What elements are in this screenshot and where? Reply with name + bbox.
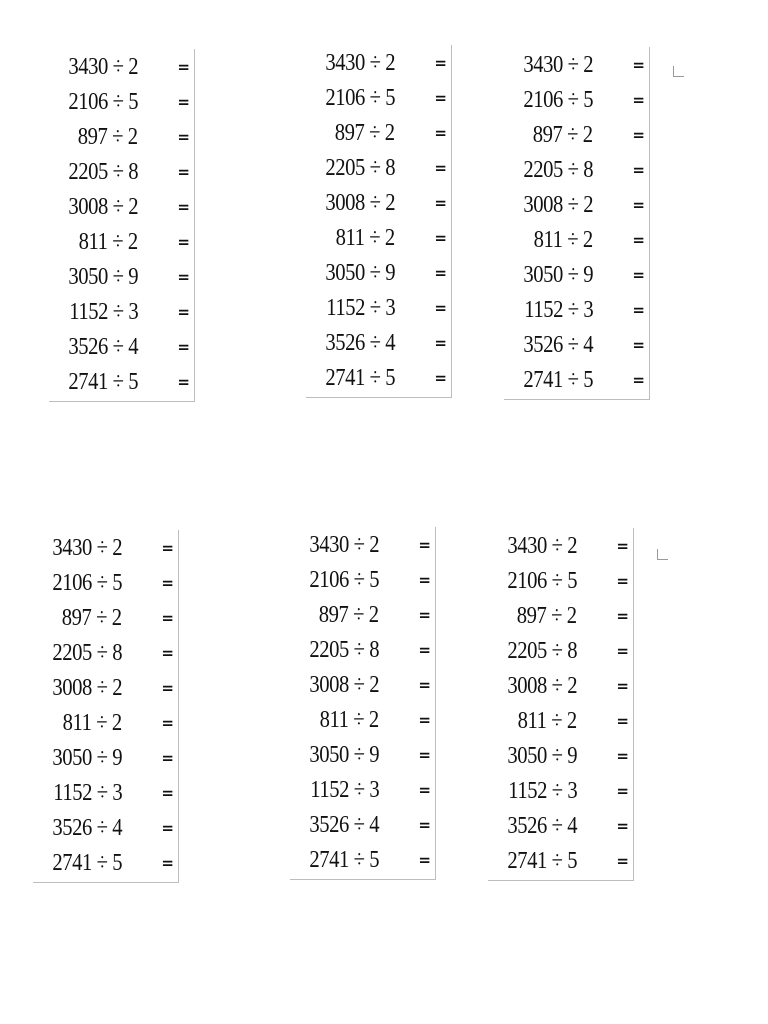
problem-expression: 897 ÷ 2 [78,124,138,150]
worksheet-block [33,530,179,883]
division-problem [33,530,178,565]
problem-expression: 811 ÷ 2 [62,710,122,736]
division-problem [290,842,435,877]
problem-expression: 2205 ÷ 8 [68,159,138,185]
division-problem [488,808,633,843]
problem-expression: 2205 ÷ 8 [309,637,379,663]
equals-sign: = [434,159,447,177]
division-problem [290,807,435,842]
division-problem [290,562,435,597]
equals-sign: = [418,606,431,624]
division-problem [306,185,451,220]
division-problem [504,222,649,257]
division-problem [290,772,435,807]
problem-expression: 2205 ÷ 8 [52,640,122,666]
equals-sign: = [434,264,447,282]
division-problem [306,220,451,255]
equals-sign: = [161,714,174,732]
division-problem [488,563,633,598]
problem-expression: 3526 ÷ 4 [52,815,122,841]
division-problem [33,775,178,810]
problem-expression: 1152 ÷ 3 [523,297,593,323]
problem-expression: 2106 ÷ 5 [325,85,395,111]
equals-sign: = [632,336,645,354]
equals-sign: = [434,124,447,142]
equals-sign: = [632,126,645,144]
problem-expression: 2106 ÷ 5 [523,87,593,113]
equals-sign: = [418,816,431,834]
equals-sign: = [177,303,190,321]
division-problem [504,152,649,187]
division-problem [290,597,435,632]
problem-expression: 811 ÷ 2 [78,229,138,255]
problem-expression: 897 ÷ 2 [517,603,577,629]
problem-expression: 1152 ÷ 3 [507,778,577,804]
division-problem [290,632,435,667]
division-problem [504,257,649,292]
problem-expression: 2205 ÷ 8 [507,638,577,664]
problem-expression: 3008 ÷ 2 [68,194,138,220]
equals-sign: = [616,782,629,800]
division-problem [49,364,194,399]
problem-expression: 2741 ÷ 5 [309,847,379,873]
problem-expression: 811 ÷ 2 [533,227,593,253]
problem-expression: 3050 ÷ 9 [325,260,395,286]
division-problem [504,292,649,327]
division-problem [488,598,633,633]
problem-expression: 3008 ÷ 2 [52,675,122,701]
division-problem [504,82,649,117]
equals-sign: = [434,89,447,107]
equals-sign: = [434,194,447,212]
division-problem [49,154,194,189]
equals-sign: = [177,163,190,181]
equals-sign: = [418,641,431,659]
equals-sign: = [632,196,645,214]
equals-sign: = [632,91,645,109]
division-problem [488,843,633,878]
worksheet-block [488,528,634,881]
division-problem [290,527,435,562]
equals-sign: = [418,571,431,589]
problem-expression: 3526 ÷ 4 [523,332,593,358]
problem-expression: 1152 ÷ 3 [52,780,122,806]
division-problem [488,703,633,738]
problem-expression: 3430 ÷ 2 [325,50,395,76]
equals-sign: = [161,784,174,802]
worksheet-block [49,49,195,402]
equals-sign: = [177,58,190,76]
division-problem [33,740,178,775]
division-problem [504,187,649,222]
problem-expression: 3050 ÷ 9 [309,742,379,768]
problem-expression: 3008 ÷ 2 [523,192,593,218]
division-problem [306,80,451,115]
equals-sign: = [434,334,447,352]
problem-expression: 2741 ÷ 5 [507,848,577,874]
equals-sign: = [616,852,629,870]
problem-expression: 3430 ÷ 2 [309,532,379,558]
equals-sign: = [161,644,174,662]
problem-expression: 3050 ÷ 9 [52,745,122,771]
problem-expression: 3526 ÷ 4 [507,813,577,839]
equals-sign: = [418,746,431,764]
division-problem [488,668,633,703]
equals-sign: = [434,54,447,72]
equals-sign: = [434,369,447,387]
division-problem [33,810,178,845]
problem-expression: 2205 ÷ 8 [523,157,593,183]
problem-expression: 897 ÷ 2 [533,122,593,148]
division-problem [306,255,451,290]
worksheet-block [504,47,650,400]
problem-expression: 2741 ÷ 5 [68,369,138,395]
division-problem [306,45,451,80]
equals-sign: = [161,854,174,872]
equals-sign: = [161,679,174,697]
division-problem [488,773,633,808]
problem-expression: 3430 ÷ 2 [52,535,122,561]
equals-sign: = [161,539,174,557]
equals-sign: = [616,642,629,660]
division-problem [306,115,451,150]
problem-expression: 2106 ÷ 5 [52,570,122,596]
equals-sign: = [632,301,645,319]
problem-expression: 3008 ÷ 2 [325,190,395,216]
division-problem [306,360,451,395]
equals-sign: = [616,677,629,695]
division-problem [49,224,194,259]
division-problem [290,667,435,702]
equals-sign: = [177,198,190,216]
equals-sign: = [161,574,174,592]
problem-expression: 3008 ÷ 2 [309,672,379,698]
equals-sign: = [418,676,431,694]
equals-sign: = [616,607,629,625]
division-problem [33,635,178,670]
problem-expression: 1152 ÷ 3 [68,299,138,325]
problem-expression: 2106 ÷ 5 [68,89,138,115]
problem-expression: 3526 ÷ 4 [309,812,379,838]
equals-sign: = [434,229,447,247]
problem-expression: 1152 ÷ 3 [309,777,379,803]
division-problem [33,705,178,740]
division-problem [306,150,451,185]
division-problem [49,49,194,84]
equals-sign: = [616,537,629,555]
problem-expression: 2741 ÷ 5 [523,367,593,393]
page-corner-mark [673,66,684,77]
equals-sign: = [616,572,629,590]
division-problem [488,528,633,563]
division-problem [33,565,178,600]
problem-expression: 3526 ÷ 4 [68,334,138,360]
problem-expression: 2106 ÷ 5 [507,568,577,594]
division-problem [33,845,178,880]
division-problem [49,189,194,224]
division-problem [306,325,451,360]
division-problem [290,702,435,737]
problem-expression: 3008 ÷ 2 [507,673,577,699]
equals-sign: = [161,819,174,837]
worksheet-block [306,45,452,398]
equals-sign: = [177,373,190,391]
division-problem [49,259,194,294]
equals-sign: = [177,233,190,251]
equals-sign: = [632,161,645,179]
equals-sign: = [616,712,629,730]
division-problem [504,47,649,82]
problem-expression: 2205 ÷ 8 [325,155,395,181]
equals-sign: = [616,817,629,835]
equals-sign: = [177,338,190,356]
problem-expression: 897 ÷ 2 [62,605,122,631]
equals-sign: = [177,268,190,286]
division-problem [33,600,178,635]
problem-expression: 897 ÷ 2 [319,602,379,628]
division-problem [488,633,633,668]
equals-sign: = [161,609,174,627]
division-problem [49,84,194,119]
equals-sign: = [418,851,431,869]
equals-sign: = [632,56,645,74]
problem-expression: 811 ÷ 2 [335,225,395,251]
worksheet-block [290,527,436,880]
problem-expression: 1152 ÷ 3 [325,295,395,321]
page-corner-mark [657,549,668,560]
division-problem [49,294,194,329]
division-problem [504,327,649,362]
problem-expression: 2741 ÷ 5 [52,850,122,876]
equals-sign: = [177,93,190,111]
division-problem [33,670,178,705]
equals-sign: = [616,747,629,765]
division-problem [290,737,435,772]
problem-expression: 811 ÷ 2 [517,708,577,734]
equals-sign: = [418,536,431,554]
division-problem [49,119,194,154]
problem-expression: 3430 ÷ 2 [507,533,577,559]
problem-expression: 3050 ÷ 9 [68,264,138,290]
equals-sign: = [434,299,447,317]
equals-sign: = [418,781,431,799]
equals-sign: = [418,711,431,729]
division-problem [504,117,649,152]
problem-expression: 2741 ÷ 5 [325,365,395,391]
equals-sign: = [632,371,645,389]
problem-expression: 3050 ÷ 9 [523,262,593,288]
division-problem [504,362,649,397]
division-problem [488,738,633,773]
division-problem [306,290,451,325]
equals-sign: = [632,266,645,284]
division-problem [49,329,194,364]
problem-expression: 3430 ÷ 2 [68,54,138,80]
problem-expression: 897 ÷ 2 [335,120,395,146]
problem-expression: 3050 ÷ 9 [507,743,577,769]
problem-expression: 811 ÷ 2 [319,707,379,733]
problem-expression: 3430 ÷ 2 [523,52,593,78]
equals-sign: = [632,231,645,249]
equals-sign: = [161,749,174,767]
problem-expression: 2106 ÷ 5 [309,567,379,593]
equals-sign: = [177,128,190,146]
problem-expression: 3526 ÷ 4 [325,330,395,356]
